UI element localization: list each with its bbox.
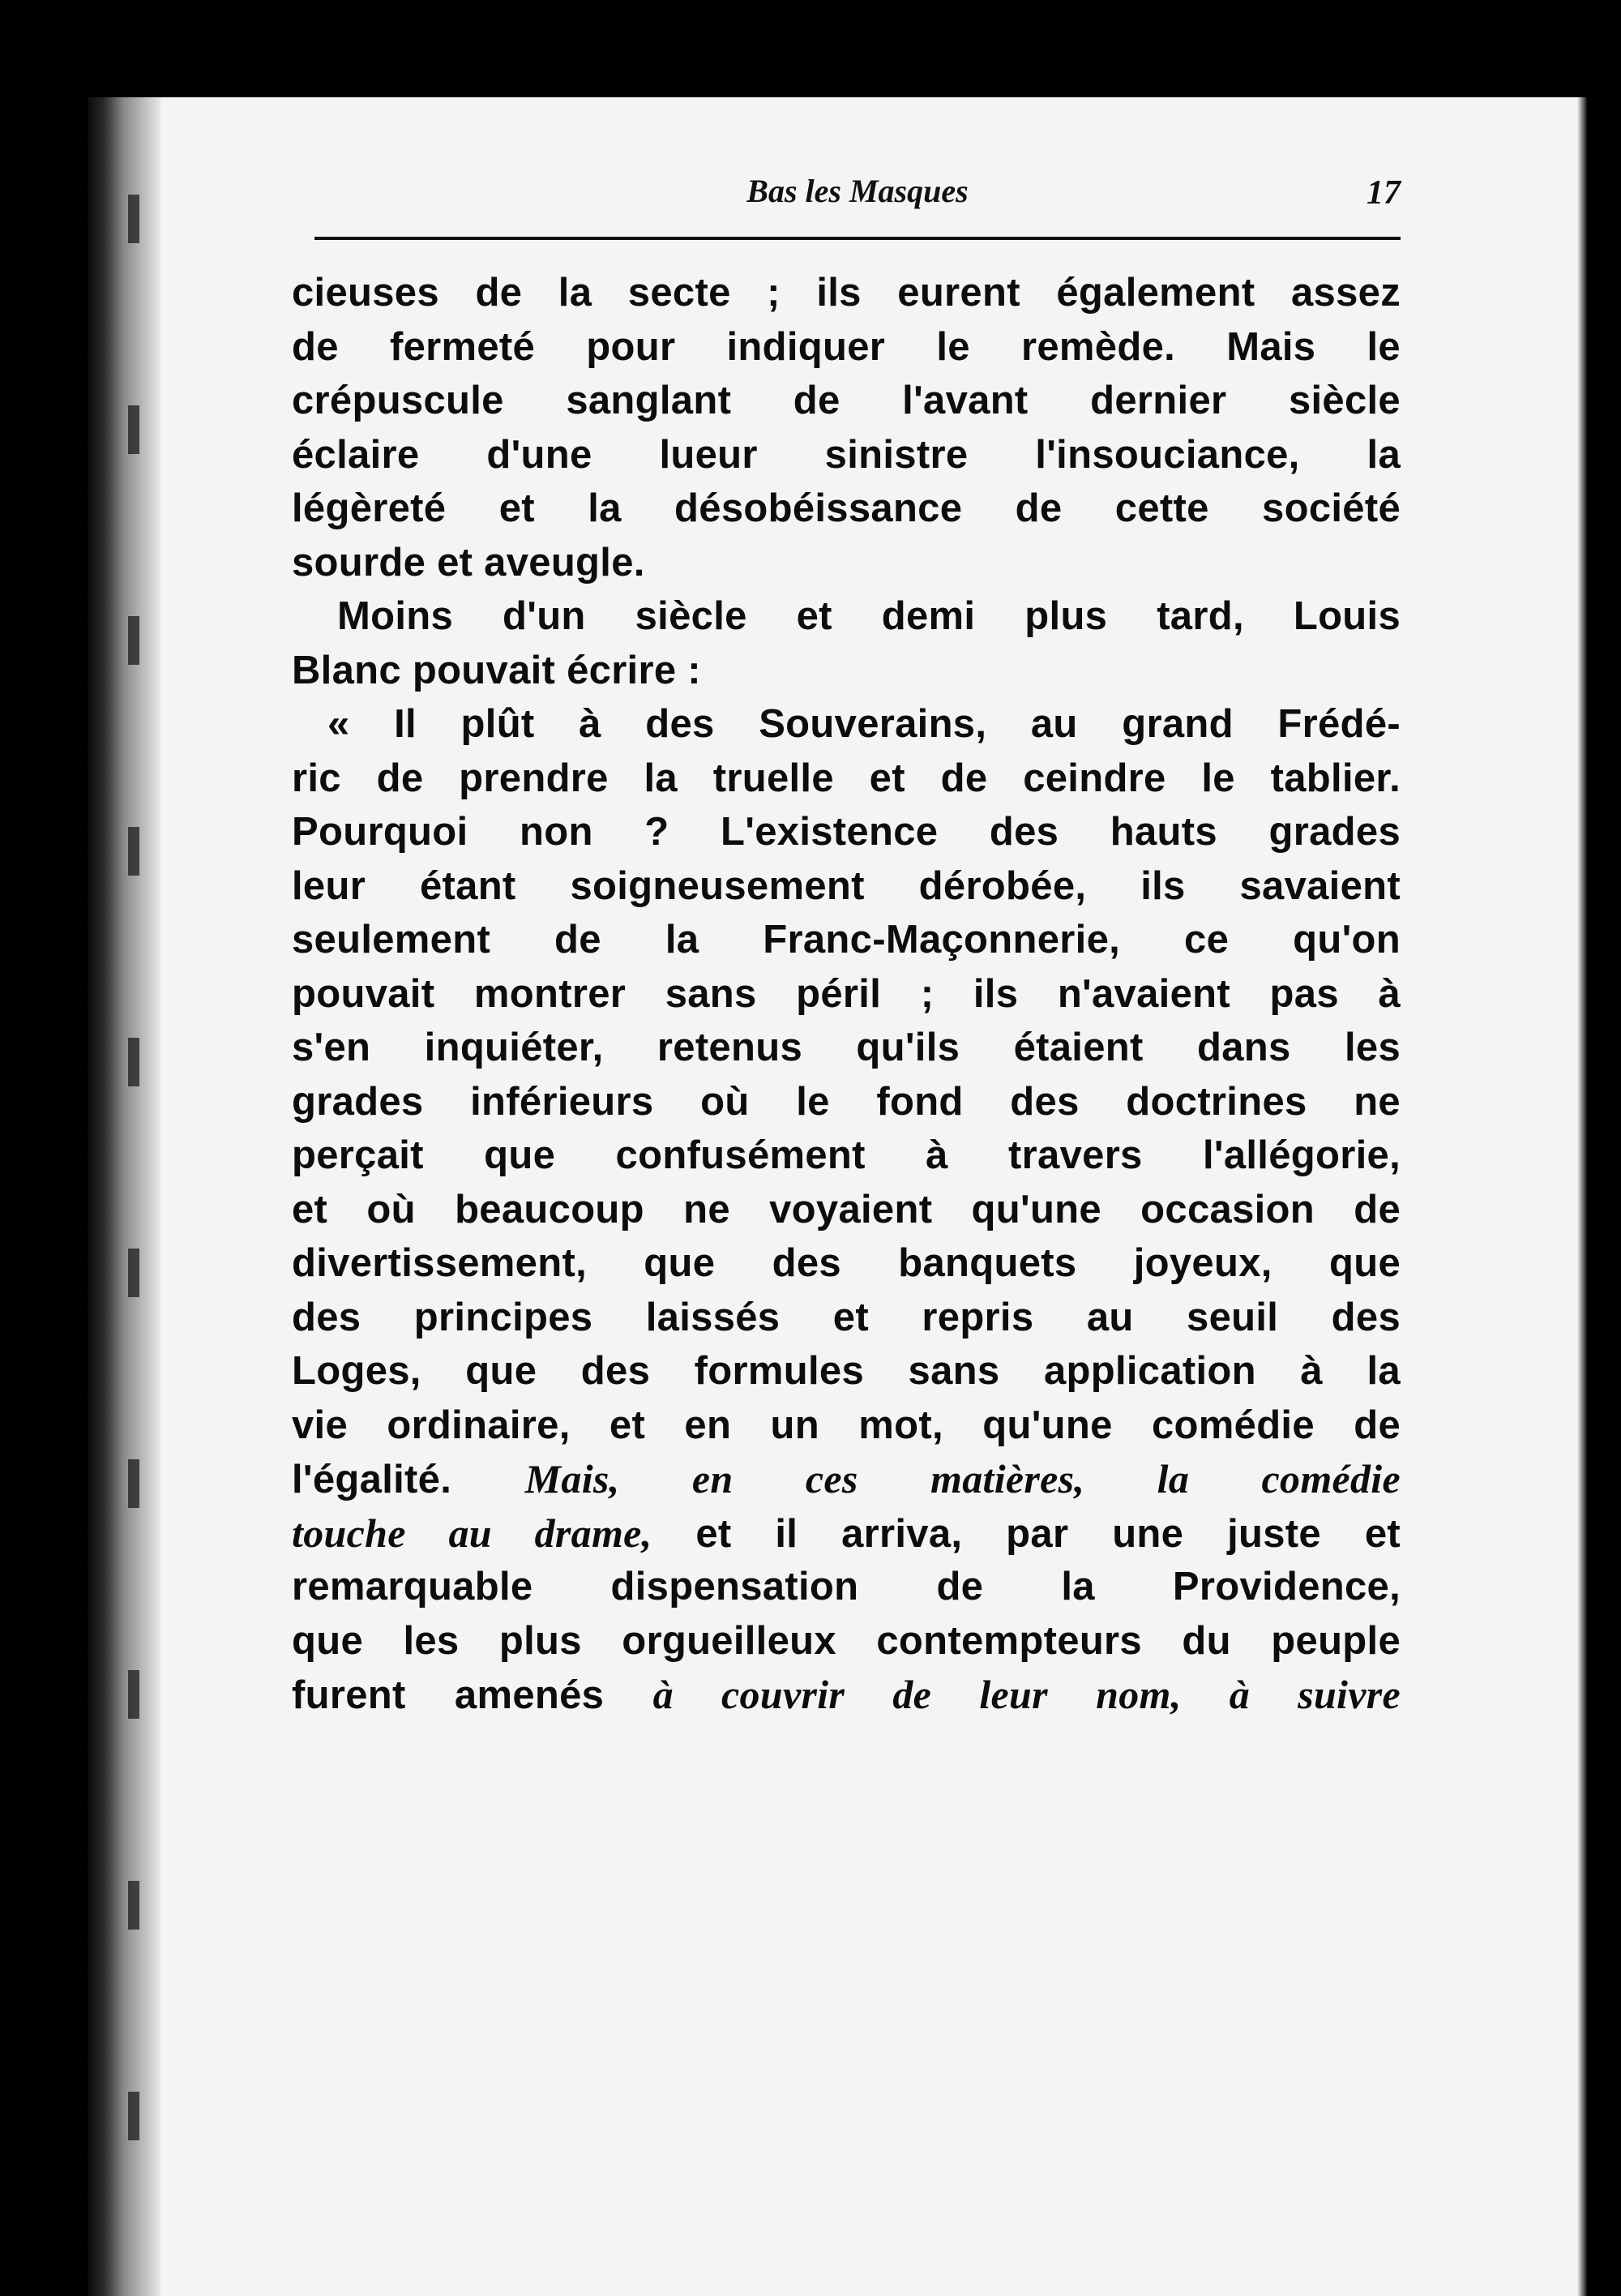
binding-marks [128, 97, 139, 2296]
line-roman-part: et il arriva, par une juste et [695, 1511, 1401, 1556]
text-line: ric de prendre la truelle et de ceindre le tablier. [292, 756, 1401, 800]
text-line [292, 1668, 1401, 1722]
running-head [314, 162, 1401, 235]
text-line: Moins d'un siècle et demi plus tard, Louis [337, 594, 1401, 638]
text-line: leur étant soigneusement dérobée, ils savaient [292, 863, 1401, 908]
text-line: légèreté et la désobéissance de cette société [292, 486, 1401, 530]
running-title: Bas les Masques [746, 173, 969, 209]
line-roman-part: furent amenés [292, 1673, 605, 1717]
text-line: sourde et aveugle. [292, 540, 645, 585]
line-italic-part: Mais, en ces matières, la comédie [524, 1456, 1401, 1501]
text-line: divertissement, que des banquets joyeux, que [292, 1241, 1401, 1285]
page-number: 17 [1367, 174, 1401, 212]
text-line: cieuses de la secte ; ils eurent également assez [292, 271, 1401, 315]
text-line: Loges, que des formules sans application à la [292, 1349, 1401, 1393]
text-line: remarquable dispensation de la Providence, [292, 1565, 1401, 1608]
text-line: des principes laissés et repris au seuil des [292, 1295, 1401, 1339]
text-line: éclaire d'une lueur sinistre l'insouciance, la [292, 432, 1401, 477]
text-line: grades inférieurs où le fond des doctrines ne [292, 1079, 1401, 1124]
text-line: que les plus orgueilleux contempteurs du peuple [292, 1618, 1401, 1663]
text-line: Blanc pouvait écrire : [292, 648, 701, 692]
text-line: crépuscule sanglant de l'avant dernier siècle [292, 379, 1401, 422]
text-line: Pourquoi non ? L'existence des hauts grades [292, 810, 1401, 854]
page-edge-shadow [1577, 97, 1587, 2296]
text-line: et où beaucoup ne voyaient qu'une occasion de [292, 1187, 1401, 1232]
text-line: vie ordinaire, et en un mot, qu'une comédie de [292, 1403, 1401, 1447]
line-italic-part: à couvrir de leur nom, à suivre [652, 1672, 1401, 1717]
text-line: de fermeté pour indiquer le remède. Mais le [292, 324, 1401, 369]
line-roman-part: l'égalité. [292, 1458, 452, 1501]
text-line: perçait que confusément à travers l'allégorie, [292, 1133, 1401, 1177]
header-rule [314, 237, 1401, 240]
body-text [292, 266, 1401, 1722]
text-line: seulement de la Franc-Maçonnerie, ce qu'on [292, 918, 1401, 962]
text-line: pouvait montrer sans péril ; ils n'avaient pas à [292, 971, 1401, 1016]
text-line: « Il plût à des Souverains, au grand Frédé- [327, 702, 1401, 746]
binding-gutter [88, 97, 160, 2296]
line-italic-part: touche au drame, [292, 1510, 652, 1556]
text-line [292, 1506, 1401, 1561]
text-line: s'en inquiéter, retenus qu'ils étaient dans les [292, 1026, 1401, 1069]
text-line [292, 1452, 1401, 1506]
